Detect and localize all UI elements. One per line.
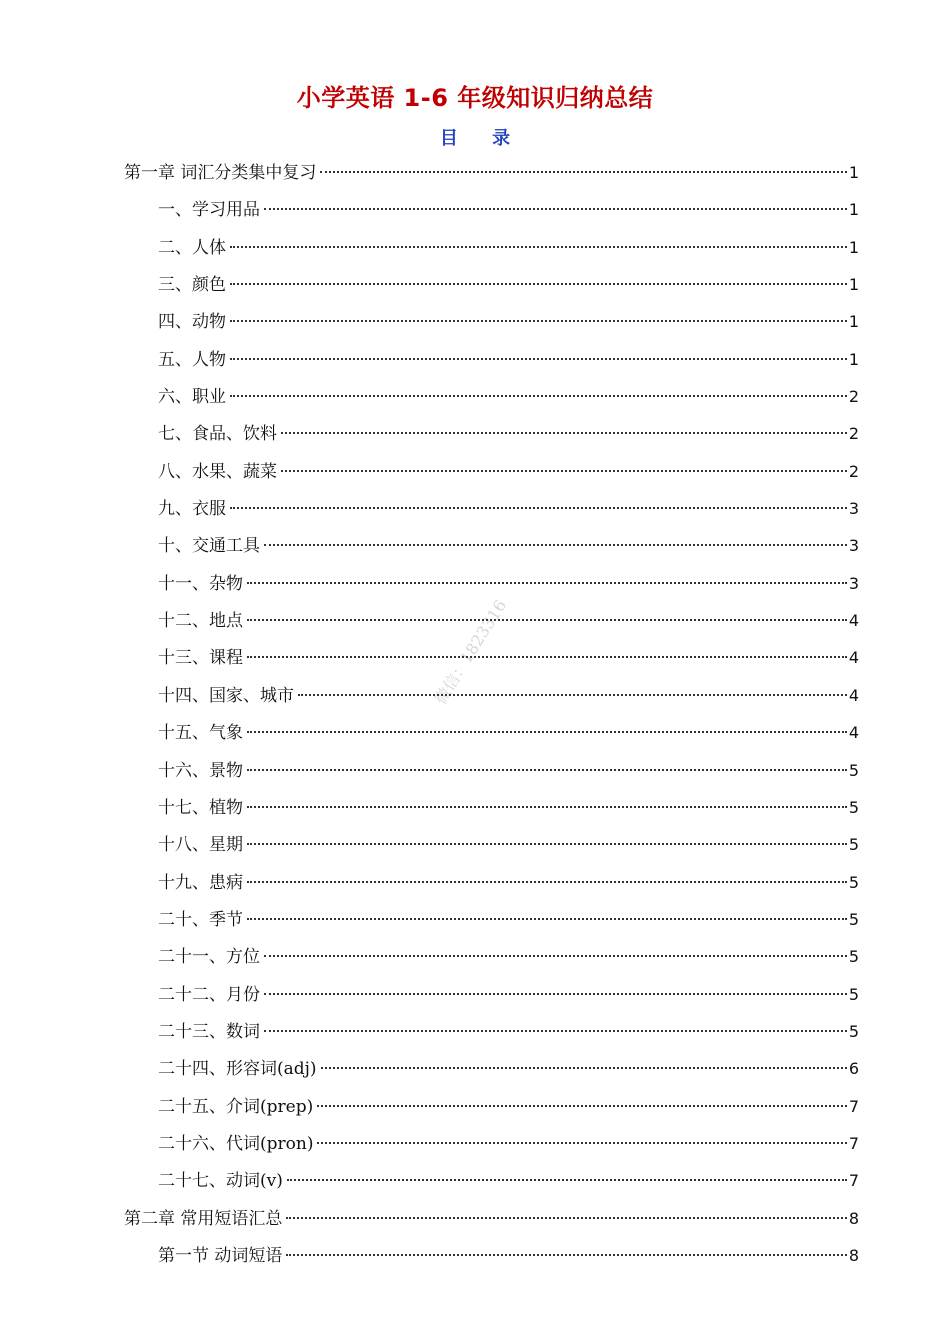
toc-entry[interactable] <box>124 158 859 195</box>
toc-entry-label: 五、人物 <box>158 349 226 370</box>
toc-entry-page-number: 5 <box>848 760 859 780</box>
toc-entry-page-number: 5 <box>848 984 859 1004</box>
toc-dot-leader <box>264 1030 847 1032</box>
toc-entry-label: 十六、景物 <box>158 760 243 781</box>
toc-entry-label: 二、人体 <box>158 237 226 258</box>
toc-entry-page-number: 1 <box>848 312 859 332</box>
toc-entry-page-number: 7 <box>848 1171 859 1191</box>
watermark: 微信：1823316 <box>430 596 511 708</box>
toc-entry-page-number: 3 <box>848 536 859 556</box>
toc-entry-page-number: 2 <box>848 387 859 407</box>
toc-entry-page-number: 4 <box>848 685 859 705</box>
toc-dot-leader <box>286 1217 846 1219</box>
toc-entry[interactable] <box>124 868 859 905</box>
toc-entry-label: 十三、课程 <box>158 648 243 669</box>
toc-dot-leader <box>317 1105 847 1107</box>
toc-entry-page-number: 1 <box>848 163 859 182</box>
toc-entry[interactable] <box>124 1166 859 1203</box>
toc-entry-page-number: 5 <box>848 872 859 892</box>
toc-dot-leader <box>247 843 847 845</box>
toc-entry-label: 二十五、介词(prep) <box>158 1096 314 1117</box>
toc-dot-leader <box>281 432 847 434</box>
toc-entry-page-number: 5 <box>848 1021 859 1041</box>
toc-entry-label: 二十三、数词 <box>158 1021 260 1042</box>
toc-entry[interactable] <box>124 718 859 755</box>
toc-dot-leader <box>281 470 847 472</box>
toc-entry-label: 九、衣服 <box>158 499 226 520</box>
toc-entry-label: 六、职业 <box>158 387 226 408</box>
toc-entry-label: 二十四、形容词(adj) <box>158 1059 317 1080</box>
toc-entry-page-number: 1 <box>848 349 859 369</box>
toc-entry-label: 第二章 常用短语汇总 <box>124 1208 283 1229</box>
toc-entry[interactable] <box>124 270 859 307</box>
toc-entry[interactable] <box>124 307 859 344</box>
toc-entry-label: 一、学习用品 <box>158 200 260 221</box>
toc-entry[interactable] <box>124 195 859 232</box>
toc-entry[interactable] <box>124 793 859 830</box>
toc-entry[interactable] <box>124 457 859 494</box>
toc-entry[interactable] <box>124 345 859 382</box>
toc-dot-leader <box>230 358 847 360</box>
toc-entry-label: 四、动物 <box>158 312 226 333</box>
toc-entry-label: 第一章 词汇分类集中复习 <box>124 163 317 183</box>
toc-entry[interactable] <box>124 1204 859 1241</box>
toc-entry-label: 十二、地点 <box>158 611 243 632</box>
toc-entry-page-number: 8 <box>848 1245 859 1265</box>
toc-entry-page-number: 6 <box>848 1059 859 1079</box>
toc-dot-leader <box>264 544 847 546</box>
toc-dot-leader <box>247 619 847 621</box>
toc-entry-page-number: 2 <box>848 461 859 481</box>
toc-dot-leader <box>287 1179 847 1181</box>
toc-entry-label: 八、水果、蔬菜 <box>158 461 277 482</box>
toc-entry[interactable] <box>124 606 859 643</box>
toc-entry-label: 二十七、动词(v) <box>158 1171 283 1192</box>
toc-entry-page-number: 5 <box>848 947 859 967</box>
toc-entry[interactable] <box>124 756 859 793</box>
toc-dot-leader <box>321 1067 847 1069</box>
toc-entry-label: 十七、植物 <box>158 797 243 818</box>
toc-entry[interactable] <box>124 942 859 979</box>
toc-entry[interactable] <box>124 905 859 942</box>
toc-entry-label: 十八、星期 <box>158 835 243 856</box>
table-of-contents <box>124 158 859 1278</box>
toc-entry-label: 十一、杂物 <box>158 573 243 594</box>
toc-entry-page-number: 8 <box>848 1208 859 1228</box>
toc-entry[interactable] <box>124 382 859 419</box>
toc-entry-label: 三、颜色 <box>158 275 226 296</box>
toc-dot-leader <box>247 656 847 658</box>
toc-entry-page-number: 1 <box>848 237 859 257</box>
toc-entry[interactable] <box>124 980 859 1017</box>
toc-entry[interactable] <box>124 569 859 606</box>
toc-dot-leader <box>247 881 847 883</box>
toc-entry-label: 二十二、月份 <box>158 984 260 1005</box>
toc-entry[interactable] <box>124 531 859 568</box>
toc-dot-leader <box>264 993 847 995</box>
toc-entry[interactable] <box>124 1017 859 1054</box>
toc-entry-label: 十五、气象 <box>158 723 243 744</box>
toc-entry-label: 二十、季节 <box>158 909 243 930</box>
toc-entry-page-number: 4 <box>848 611 859 631</box>
toc-entry-page-number: 3 <box>848 499 859 519</box>
toc-heading: 目 录 <box>439 128 525 149</box>
toc-entry[interactable] <box>124 419 859 456</box>
toc-entry-page-number: 5 <box>848 797 859 817</box>
toc-entry-page-number: 1 <box>848 200 859 220</box>
toc-dot-leader <box>247 731 847 733</box>
toc-entry[interactable] <box>124 1241 859 1278</box>
toc-dot-leader <box>247 769 847 771</box>
toc-dot-leader <box>230 395 847 397</box>
toc-entry[interactable] <box>124 1129 859 1166</box>
toc-dot-leader <box>264 955 847 957</box>
toc-entry-label: 十四、国家、城市 <box>158 685 294 706</box>
toc-entry-label: 第一节 动词短语 <box>158 1245 283 1266</box>
toc-dot-leader <box>247 806 847 808</box>
toc-entry-page-number: 4 <box>848 723 859 743</box>
toc-dot-leader <box>298 694 847 696</box>
toc-dot-leader <box>286 1254 846 1256</box>
toc-dot-leader <box>247 582 847 584</box>
toc-entry[interactable] <box>124 830 859 867</box>
toc-dot-leader <box>320 171 846 173</box>
toc-entry-page-number: 2 <box>848 424 859 444</box>
toc-dot-leader <box>230 320 847 322</box>
toc-dot-leader <box>317 1142 846 1144</box>
toc-entry[interactable] <box>124 681 859 718</box>
toc-dot-leader <box>230 507 847 509</box>
toc-dot-leader <box>230 283 847 285</box>
toc-entry[interactable] <box>124 1054 859 1091</box>
toc-entry[interactable] <box>124 1092 859 1129</box>
toc-dot-leader <box>247 918 847 920</box>
toc-entry-label: 十九、患病 <box>158 872 243 893</box>
toc-dot-leader <box>264 208 847 210</box>
toc-dot-leader <box>230 246 847 248</box>
toc-entry-label: 十、交通工具 <box>158 536 260 557</box>
toc-entry-page-number: 3 <box>848 573 859 593</box>
toc-entry-page-number: 7 <box>848 1133 859 1153</box>
toc-entry[interactable] <box>124 494 859 531</box>
toc-entry-page-number: 5 <box>848 835 859 855</box>
document-title: 小学英语 1-6 年级知识归纳总结 <box>296 84 654 112</box>
toc-entry-page-number: 4 <box>848 648 859 668</box>
toc-entry[interactable] <box>124 233 859 270</box>
toc-entry-page-number: 1 <box>848 275 859 295</box>
toc-entry-label: 二十一、方位 <box>158 947 260 968</box>
toc-entry-label: 七、食品、饮料 <box>158 424 277 445</box>
toc-entry-page-number: 7 <box>848 1096 859 1116</box>
toc-entry-page-number: 5 <box>848 909 859 929</box>
toc-entry[interactable] <box>124 643 859 680</box>
toc-entry-label: 二十六、代词(pron) <box>158 1133 314 1154</box>
